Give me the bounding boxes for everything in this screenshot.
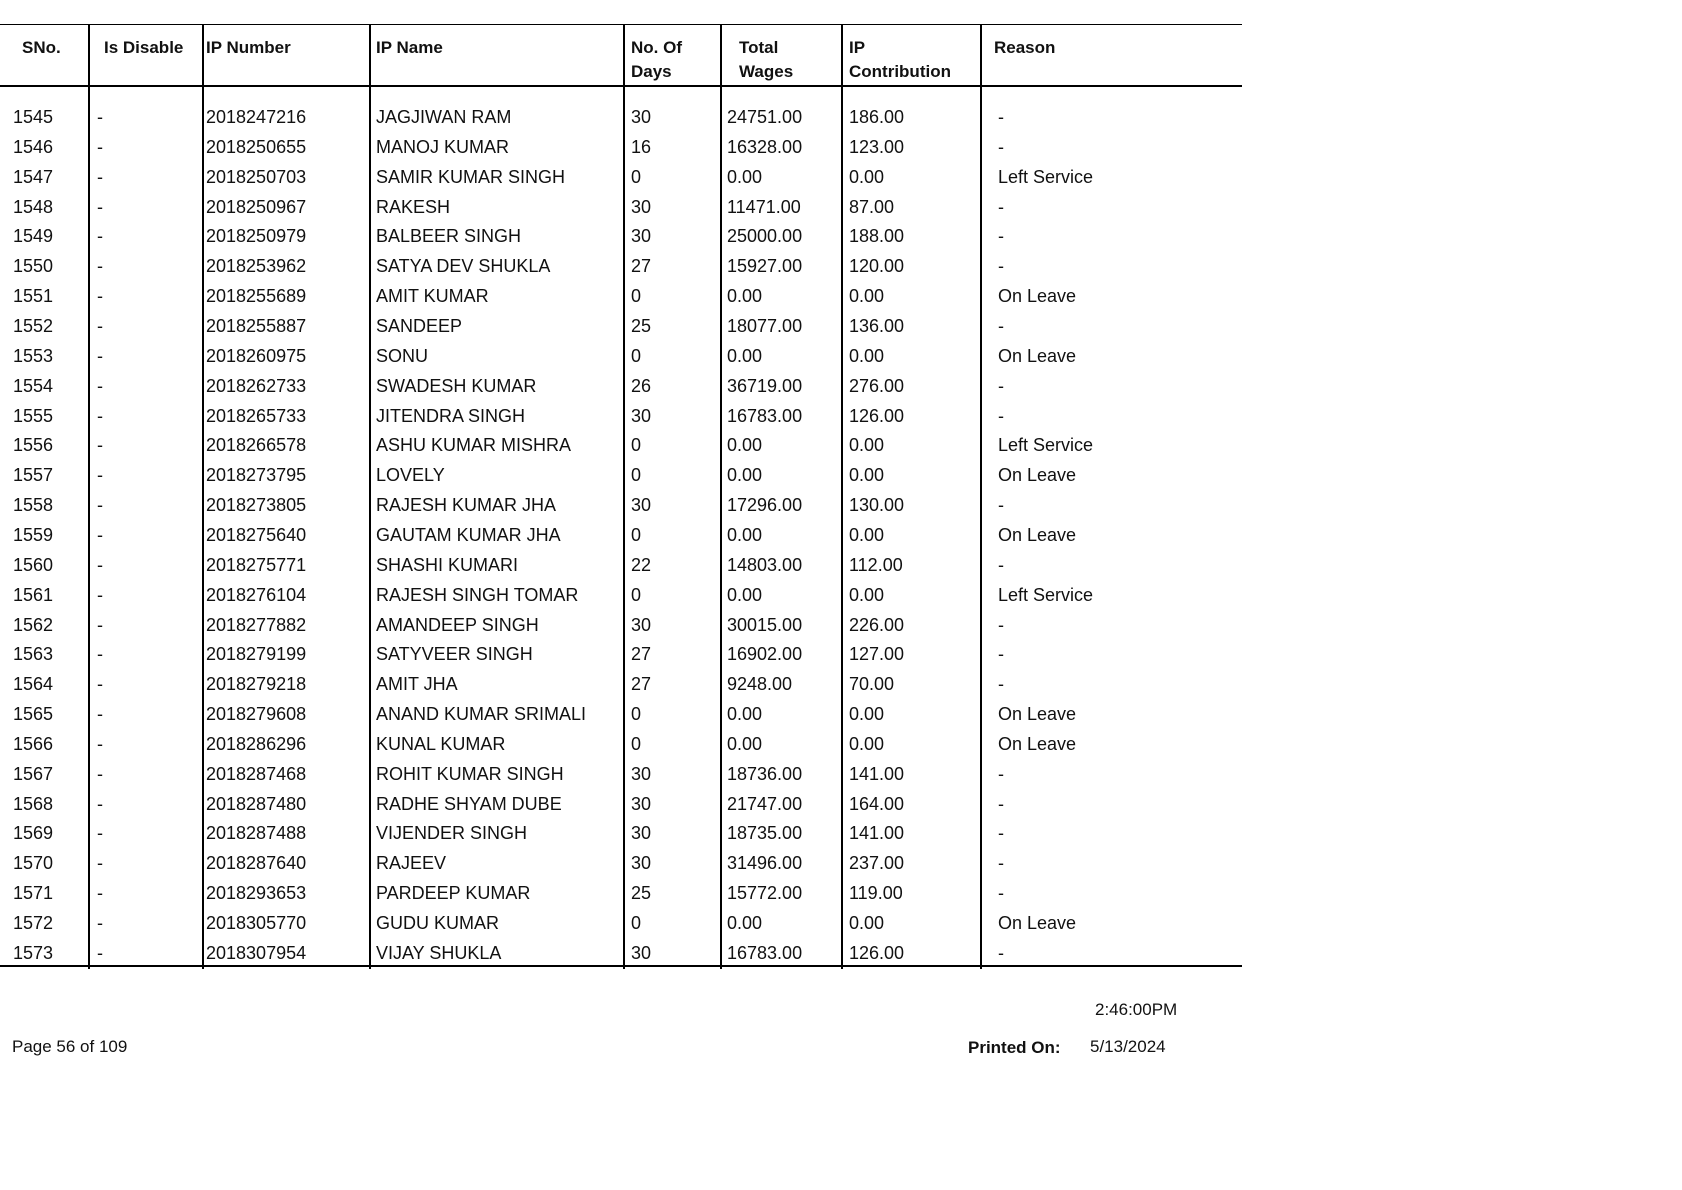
cell-days: 0 — [631, 345, 642, 366]
header-ip-number: IP Number — [206, 38, 291, 57]
cell-reason: - — [998, 405, 1004, 426]
table-row — [0, 405, 1242, 429]
cell-days: 26 — [631, 375, 652, 396]
cell-ip-name: VIJENDER SINGH — [376, 823, 528, 844]
cell-ip-contribution: 0.00 — [849, 435, 885, 456]
cell-is-disable: - — [97, 375, 103, 396]
printed-date: 5/13/2024 — [1090, 1037, 1166, 1056]
cell-ip-contribution: 186.00 — [849, 107, 905, 127]
cell-reason: Left Service — [998, 435, 1094, 456]
cell-ip-contribution: 0.00 — [849, 166, 885, 187]
header-reason: Reason — [994, 38, 1056, 57]
cell-ip-contribution: 164.00 — [849, 793, 905, 814]
cell-ip-name: AMIT KUMAR — [376, 286, 489, 307]
cell-ip-name: RADHE SHYAM DUBE — [376, 793, 562, 814]
table-row — [0, 285, 1242, 309]
cell-total-wages: 18735.00 — [727, 823, 803, 844]
page-number: Page 56 of 109 — [12, 1037, 128, 1056]
cell-ip-name: SAMIR KUMAR SINGH — [376, 166, 566, 187]
cell-ip-name: RAJEEV — [376, 853, 447, 874]
cell-ip-name: SATYVEER SINGH — [376, 644, 533, 665]
table-row — [0, 882, 1242, 906]
cell-days: 0 — [631, 704, 642, 724]
cell-ip-contribution: 87.00 — [849, 196, 895, 217]
cell-ip-contribution: 141.00 — [849, 763, 905, 784]
cell-days: 0 — [631, 286, 642, 307]
cell-is-disable: - — [97, 644, 103, 665]
cell-sno: 1557 — [13, 465, 54, 486]
cell-ip-name: SWADESH KUMAR — [376, 375, 537, 396]
cell-sno: 1573 — [13, 942, 54, 963]
cell-ip-contribution: 119.00 — [849, 883, 903, 904]
cell-sno: 1549 — [13, 226, 54, 247]
cell-ip-name: RAJESH KUMAR JHA — [376, 495, 557, 516]
header-ip-contribution: IP Contribution — [849, 38, 951, 81]
cell-ip-contribution: 226.00 — [849, 614, 905, 635]
cell-reason: - — [998, 136, 1004, 157]
table-row — [0, 166, 1242, 190]
cell-ip-number: 2018273795 — [206, 465, 307, 486]
cell-is-disable: - — [97, 704, 103, 724]
cell-days: 30 — [631, 853, 652, 874]
table-row — [0, 793, 1242, 817]
table-row — [0, 554, 1242, 578]
cell-ip-contribution: 0.00 — [849, 733, 885, 754]
cell-is-disable: - — [97, 316, 103, 336]
cell-ip-contribution: 0.00 — [849, 704, 885, 724]
cell-ip-name: ROHIT KUMAR SINGH — [376, 763, 564, 784]
table-row — [0, 763, 1242, 787]
cell-sno: 1566 — [13, 733, 54, 754]
cell-is-disable: - — [97, 107, 103, 127]
cell-ip-name: SATYA DEV SHUKLA — [376, 256, 551, 277]
cell-reason: - — [998, 853, 1004, 874]
cell-reason: - — [998, 942, 1004, 963]
cell-ip-number: 2018279608 — [206, 704, 307, 724]
cell-sno: 1562 — [13, 614, 54, 635]
cell-sno: 1563 — [13, 644, 54, 665]
cell-ip-name: GUDU KUMAR — [376, 913, 500, 933]
cell-ip-number: 2018307954 — [206, 942, 307, 963]
cell-total-wages: 36719.00 — [727, 375, 803, 396]
cell-ip-contribution: 0.00 — [849, 584, 885, 605]
cell-total-wages: 17296.00 — [727, 495, 803, 516]
table-row — [0, 822, 1242, 846]
cell-sno: 1572 — [13, 913, 54, 933]
cell-sno: 1567 — [13, 763, 54, 784]
cell-ip-number: 2018275771 — [206, 554, 307, 575]
cell-is-disable: - — [97, 166, 103, 187]
cell-total-wages: 15927.00 — [727, 256, 803, 277]
cell-sno: 1559 — [13, 524, 54, 545]
cell-total-wages: 0.00 — [727, 704, 763, 724]
cell-ip-number: 2018279218 — [206, 674, 307, 695]
cell-sno: 1545 — [13, 107, 54, 127]
cell-reason: - — [998, 793, 1004, 814]
cell-reason: - — [998, 644, 1004, 665]
table-row — [0, 733, 1242, 757]
cell-sno: 1553 — [13, 345, 54, 366]
cell-reason: - — [998, 883, 1004, 904]
cell-total-wages: 16783.00 — [727, 942, 803, 963]
cell-sno: 1571 — [13, 883, 54, 904]
cell-total-wages: 16902.00 — [727, 644, 803, 665]
cell-ip-number: 2018305770 — [206, 913, 307, 933]
cell-total-wages: 14803.00 — [727, 554, 803, 575]
cell-ip-number: 2018279199 — [206, 644, 307, 665]
cell-days: 30 — [631, 614, 652, 635]
cell-ip-name: LOVELY — [376, 465, 445, 486]
cell-total-wages: 30015.00 — [727, 614, 803, 635]
cell-sno: 1555 — [13, 405, 54, 426]
cell-is-disable: - — [97, 465, 103, 486]
cell-days: 27 — [631, 256, 652, 277]
table-row — [0, 136, 1242, 160]
cell-total-wages: 9248.00 — [727, 674, 793, 695]
cell-ip-name: AMANDEEP SINGH — [376, 614, 539, 635]
cell-sno: 1570 — [13, 853, 54, 874]
cell-ip-contribution: 120.00 — [849, 256, 905, 277]
table-row — [0, 643, 1242, 667]
cell-ip-contribution: 130.00 — [849, 495, 905, 516]
cell-reason: On Leave — [998, 286, 1077, 307]
table-row — [0, 315, 1242, 339]
cell-ip-number: 2018260975 — [206, 345, 307, 366]
cell-ip-name: JAGJIWAN RAM — [376, 107, 512, 127]
cell-total-wages: 21747.00 — [727, 793, 803, 814]
cell-total-wages: 0.00 — [727, 913, 763, 933]
table-row — [0, 912, 1242, 936]
cell-days: 27 — [631, 644, 652, 665]
table-row — [0, 196, 1242, 220]
cell-sno: 1556 — [13, 435, 54, 456]
cell-sno: 1565 — [13, 704, 54, 724]
cell-is-disable: - — [97, 913, 103, 933]
table-row — [0, 584, 1242, 608]
cell-total-wages: 18736.00 — [727, 763, 803, 784]
cell-reason: On Leave — [998, 913, 1077, 933]
cell-days: 0 — [631, 584, 642, 605]
cell-is-disable: - — [97, 136, 103, 157]
cell-reason: Left Service — [998, 584, 1094, 605]
cell-days: 0 — [631, 524, 642, 545]
cell-ip-number: 2018287488 — [206, 823, 307, 844]
cell-reason: Left Service — [998, 166, 1094, 187]
table-row — [0, 434, 1242, 458]
table-row — [0, 852, 1242, 876]
cell-ip-number: 2018250703 — [206, 166, 307, 187]
cell-ip-name: SANDEEP — [376, 316, 463, 336]
cell-ip-name: VIJAY SHUKLA — [376, 942, 502, 963]
cell-days: 30 — [631, 107, 652, 127]
cell-is-disable: - — [97, 226, 103, 247]
cell-reason: - — [998, 107, 1004, 127]
cell-total-wages: 11471.00 — [727, 196, 801, 217]
cell-is-disable: - — [97, 405, 103, 426]
header-is-disable: Is Disable — [104, 38, 184, 57]
cell-is-disable: - — [97, 584, 103, 605]
cell-ip-contribution: 0.00 — [849, 913, 885, 933]
cell-ip-contribution: 126.00 — [849, 405, 905, 426]
header-total-wages: Total Wages — [739, 38, 794, 81]
cell-total-wages: 0.00 — [727, 345, 763, 366]
cell-ip-name: MANOJ KUMAR — [376, 136, 510, 157]
cell-total-wages: 16328.00 — [727, 136, 803, 157]
cell-sno: 1564 — [13, 674, 54, 695]
cell-is-disable: - — [97, 942, 103, 963]
cell-ip-contribution: 237.00 — [849, 853, 905, 874]
cell-ip-contribution: 127.00 — [849, 644, 905, 665]
cell-ip-number: 2018266578 — [206, 435, 307, 456]
cell-reason: - — [998, 823, 1004, 844]
cell-ip-name: RAJESH SINGH TOMAR — [376, 584, 579, 605]
cell-ip-contribution: 0.00 — [849, 524, 885, 545]
cell-ip-contribution: 0.00 — [849, 465, 885, 486]
cell-is-disable: - — [97, 435, 103, 456]
table-row — [0, 255, 1242, 279]
cell-days: 30 — [631, 823, 652, 844]
cell-ip-contribution: 0.00 — [849, 345, 885, 366]
cell-ip-number: 2018255689 — [206, 286, 307, 307]
cell-ip-contribution: 70.00 — [849, 674, 895, 695]
cell-total-wages: 15772.00 — [727, 883, 803, 904]
cell-ip-number: 2018276104 — [206, 584, 307, 605]
cell-ip-number: 2018255887 — [206, 316, 307, 336]
cell-ip-contribution: 136.00 — [849, 316, 905, 336]
cell-reason: - — [998, 674, 1004, 695]
cell-ip-number: 2018293653 — [206, 883, 307, 904]
table-row — [0, 524, 1242, 548]
cell-days: 30 — [631, 763, 652, 784]
table-row — [0, 375, 1242, 399]
cell-ip-number: 2018250967 — [206, 196, 307, 217]
cell-ip-number: 2018287480 — [206, 793, 307, 814]
cell-total-wages: 31496.00 — [727, 853, 803, 874]
cell-ip-contribution: 188.00 — [849, 226, 905, 247]
cell-total-wages: 0.00 — [727, 435, 763, 456]
cell-days: 0 — [631, 733, 642, 754]
cell-ip-name: BALBEER SINGH — [376, 226, 522, 247]
cell-days: 0 — [631, 465, 642, 486]
cell-reason: On Leave — [998, 524, 1077, 545]
cell-days: 30 — [631, 196, 652, 217]
cell-days: 30 — [631, 942, 652, 963]
cell-days: 30 — [631, 226, 652, 247]
cell-is-disable: - — [97, 763, 103, 784]
cell-ip-contribution: 126.00 — [849, 942, 905, 963]
cell-total-wages: 0.00 — [727, 733, 763, 754]
cell-is-disable: - — [97, 674, 103, 695]
table-row — [0, 673, 1242, 697]
cell-total-wages: 18077.00 — [727, 316, 803, 336]
cell-days: 22 — [631, 554, 652, 575]
cell-total-wages: 0.00 — [727, 584, 763, 605]
cell-reason: On Leave — [998, 465, 1077, 486]
cell-total-wages: 0.00 — [727, 286, 763, 307]
cell-reason: - — [998, 763, 1004, 784]
cell-ip-contribution: 0.00 — [849, 286, 885, 307]
cell-ip-number: 2018262733 — [206, 375, 307, 396]
cell-ip-number: 2018273805 — [206, 495, 307, 516]
cell-is-disable: - — [97, 554, 103, 575]
cell-reason: On Leave — [998, 733, 1077, 754]
cell-is-disable: - — [97, 196, 103, 217]
cell-ip-name: PARDEEP KUMAR — [376, 883, 531, 904]
table-row — [0, 464, 1242, 488]
cell-sno: 1547 — [13, 166, 54, 187]
cell-ip-name: SONU — [376, 345, 429, 366]
cell-total-wages: 16783.00 — [727, 405, 803, 426]
cell-ip-contribution: 141.00 — [849, 823, 905, 844]
table-row — [0, 703, 1242, 727]
header-no-of-days: No. Of Days — [631, 38, 682, 81]
cell-ip-number: 2018250655 — [206, 136, 307, 157]
printed-on-label: Printed On: — [968, 1038, 1061, 1057]
cell-sno: 1560 — [13, 554, 54, 575]
table-row — [0, 614, 1242, 638]
cell-reason: - — [998, 554, 1004, 575]
cell-ip-name: GAUTAM KUMAR JHA — [376, 524, 561, 545]
table-row — [0, 106, 1242, 130]
header-sno: SNo. — [22, 38, 61, 57]
cell-sno: 1554 — [13, 375, 54, 396]
cell-ip-name: KUNAL KUMAR — [376, 733, 506, 754]
cell-is-disable: - — [97, 614, 103, 635]
cell-days: 30 — [631, 495, 652, 516]
cell-total-wages: 0.00 — [727, 524, 763, 545]
cell-ip-number: 2018286296 — [206, 733, 307, 754]
cell-days: 16 — [631, 136, 652, 157]
cell-reason: - — [998, 375, 1004, 396]
table-row — [0, 942, 1242, 966]
cell-is-disable: - — [97, 345, 103, 366]
cell-days: 27 — [631, 674, 652, 695]
cell-reason: On Leave — [998, 704, 1077, 724]
cell-ip-name: RAKESH — [376, 196, 451, 217]
cell-reason: - — [998, 316, 1004, 336]
cell-total-wages: 0.00 — [727, 465, 763, 486]
cell-days: 0 — [631, 435, 642, 456]
cell-is-disable: - — [97, 823, 103, 844]
cell-reason: - — [998, 495, 1004, 516]
cell-sno: 1561 — [13, 584, 54, 605]
cell-ip-number: 2018277882 — [206, 614, 307, 635]
cell-reason: On Leave — [998, 345, 1077, 366]
header-ip-name: IP Name — [376, 38, 443, 57]
cell-sno: 1569 — [13, 823, 54, 844]
report-table — [0, 24, 1242, 966]
cell-is-disable: - — [97, 524, 103, 545]
cell-days: 30 — [631, 793, 652, 814]
cell-ip-contribution: 276.00 — [849, 375, 905, 396]
cell-sno: 1558 — [13, 495, 54, 516]
cell-is-disable: - — [97, 495, 103, 516]
cell-ip-number: 2018287640 — [206, 853, 307, 874]
cell-sno: 1568 — [13, 793, 54, 814]
cell-sno: 1552 — [13, 316, 54, 336]
cell-ip-name: AMIT JHA — [376, 674, 458, 695]
table-row — [0, 225, 1242, 249]
cell-days: 0 — [631, 166, 642, 187]
cell-sno: 1550 — [13, 256, 54, 277]
cell-is-disable: - — [97, 883, 103, 904]
cell-ip-name: ANAND KUMAR SRIMALI — [376, 704, 587, 724]
cell-sno: 1546 — [13, 136, 54, 157]
cell-ip-number: 2018275640 — [206, 524, 307, 545]
cell-reason: - — [998, 614, 1004, 635]
cell-total-wages: 24751.00 — [727, 107, 803, 127]
cell-days: 25 — [631, 883, 652, 904]
cell-days: 0 — [631, 913, 642, 933]
cell-ip-name: JITENDRA SINGH — [376, 405, 526, 426]
cell-reason: - — [998, 256, 1004, 277]
cell-is-disable: - — [97, 286, 103, 307]
cell-ip-name: SHASHI KUMARI — [376, 554, 519, 575]
table-top-rule — [0, 24, 1242, 25]
cell-is-disable: - — [97, 853, 103, 874]
cell-ip-contribution: 112.00 — [849, 554, 903, 575]
cell-is-disable: - — [97, 793, 103, 814]
cell-is-disable: - — [97, 733, 103, 754]
cell-days: 25 — [631, 316, 652, 336]
cell-reason: - — [998, 226, 1004, 247]
cell-ip-name: ASHU KUMAR MISHRA — [376, 435, 572, 456]
printed-time: 2:46:00PM — [1095, 1000, 1178, 1019]
cell-ip-contribution: 123.00 — [849, 136, 905, 157]
table-row — [0, 345, 1242, 369]
cell-days: 30 — [631, 405, 652, 426]
table-row — [0, 494, 1242, 518]
cell-sno: 1548 — [13, 196, 54, 217]
cell-ip-number: 2018265733 — [206, 405, 307, 426]
cell-ip-number: 2018250979 — [206, 226, 307, 247]
cell-reason: - — [998, 196, 1004, 217]
cell-ip-number: 2018247216 — [206, 107, 307, 127]
header-bottom-rule — [0, 85, 1242, 87]
cell-ip-number: 2018287468 — [206, 763, 307, 784]
cell-sno: 1551 — [13, 286, 54, 307]
cell-ip-number: 2018253962 — [206, 256, 307, 277]
cell-total-wages: 0.00 — [727, 166, 763, 187]
cell-is-disable: - — [97, 256, 103, 277]
cell-total-wages: 25000.00 — [727, 226, 803, 247]
